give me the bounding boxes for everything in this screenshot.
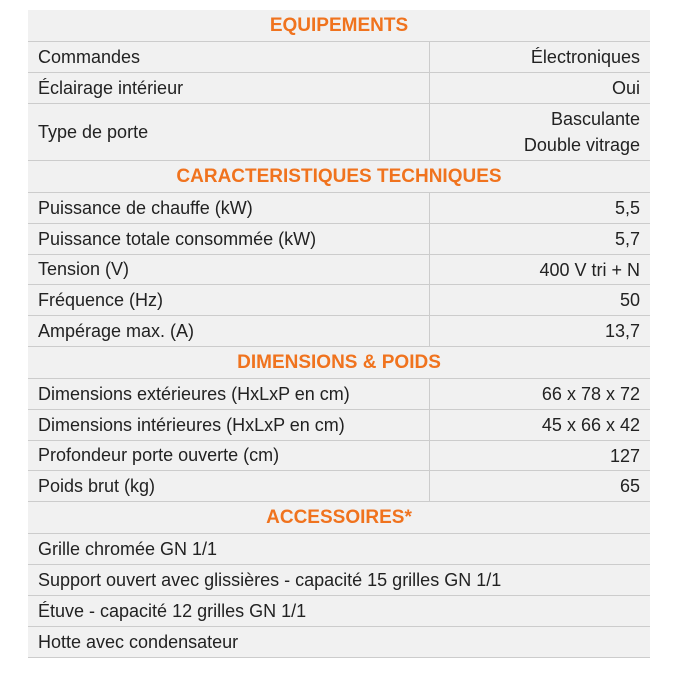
table-row [28,193,650,224]
row-value [430,104,650,160]
row-label: Tension (V) [28,255,430,284]
table-row [28,410,650,441]
row-value: 50 [619,290,640,310]
row-value: 5,7 [614,229,640,249]
row-value: 66 x 78 x 72 [541,384,640,404]
row-value: 13,7 [604,321,640,341]
accessory-label: Grille chromée GN 1/1 [38,538,218,559]
section-accessoires-title: ACCESSOIRES* [28,502,650,534]
list-item [28,565,650,596]
section-dimensions-title: DIMENSIONS & POIDS [28,347,650,379]
spec-sheet [28,10,650,658]
row-value: Électroniques [530,47,640,67]
table-row [28,379,650,410]
table-row [28,73,650,104]
row-label: Fréquence (Hz) [28,285,430,315]
table-row [28,42,650,73]
table-row [28,224,650,255]
row-value: 5,5 [614,198,640,218]
section-equipements-title: EQUIPEMENTS [28,10,650,42]
table-row [28,441,650,471]
row-value: Oui [611,78,640,98]
table-row [28,255,650,285]
row-label: Éclairage intérieur [28,73,430,103]
row-value: 45 x 66 x 42 [541,415,640,435]
row-label: Commandes [28,42,430,72]
table-row [28,316,650,347]
row-label: Ampérage max. (A) [28,316,430,346]
list-item [28,627,650,658]
row-label: Dimensions intérieures (HxLxP en cm) [28,410,430,440]
row-value: 400 V tri + N [539,259,640,280]
table-row [28,104,650,161]
row-label: Dimensions extérieures (HxLxP en cm) [28,379,430,409]
accessory-label: Hotte avec condensateur [38,631,239,652]
row-value-line: Basculante [550,109,640,129]
table-row [28,471,650,502]
row-label: Profondeur porte ouverte (cm) [28,441,430,470]
accessory-label: Étuve - capacité 12 grilles GN 1/1 [38,600,307,621]
accessory-label: Support ouvert avec glissières - capacité 15 grilles GN 1/1 [38,569,502,590]
list-item [28,596,650,627]
list-item [28,534,650,565]
row-value: 127 [609,445,640,466]
section-caracteristiques-title: CARACTERISTIQUES TECHNIQUES [28,161,650,193]
row-label: Poids brut (kg) [28,471,430,501]
row-value: 65 [619,476,640,496]
table-row [28,285,650,316]
row-label: Puissance totale consommée (kW) [28,224,430,254]
row-label: Type de porte [28,104,430,160]
row-label: Puissance de chauffe (kW) [28,193,430,223]
row-value-line: Double vitrage [523,135,640,155]
